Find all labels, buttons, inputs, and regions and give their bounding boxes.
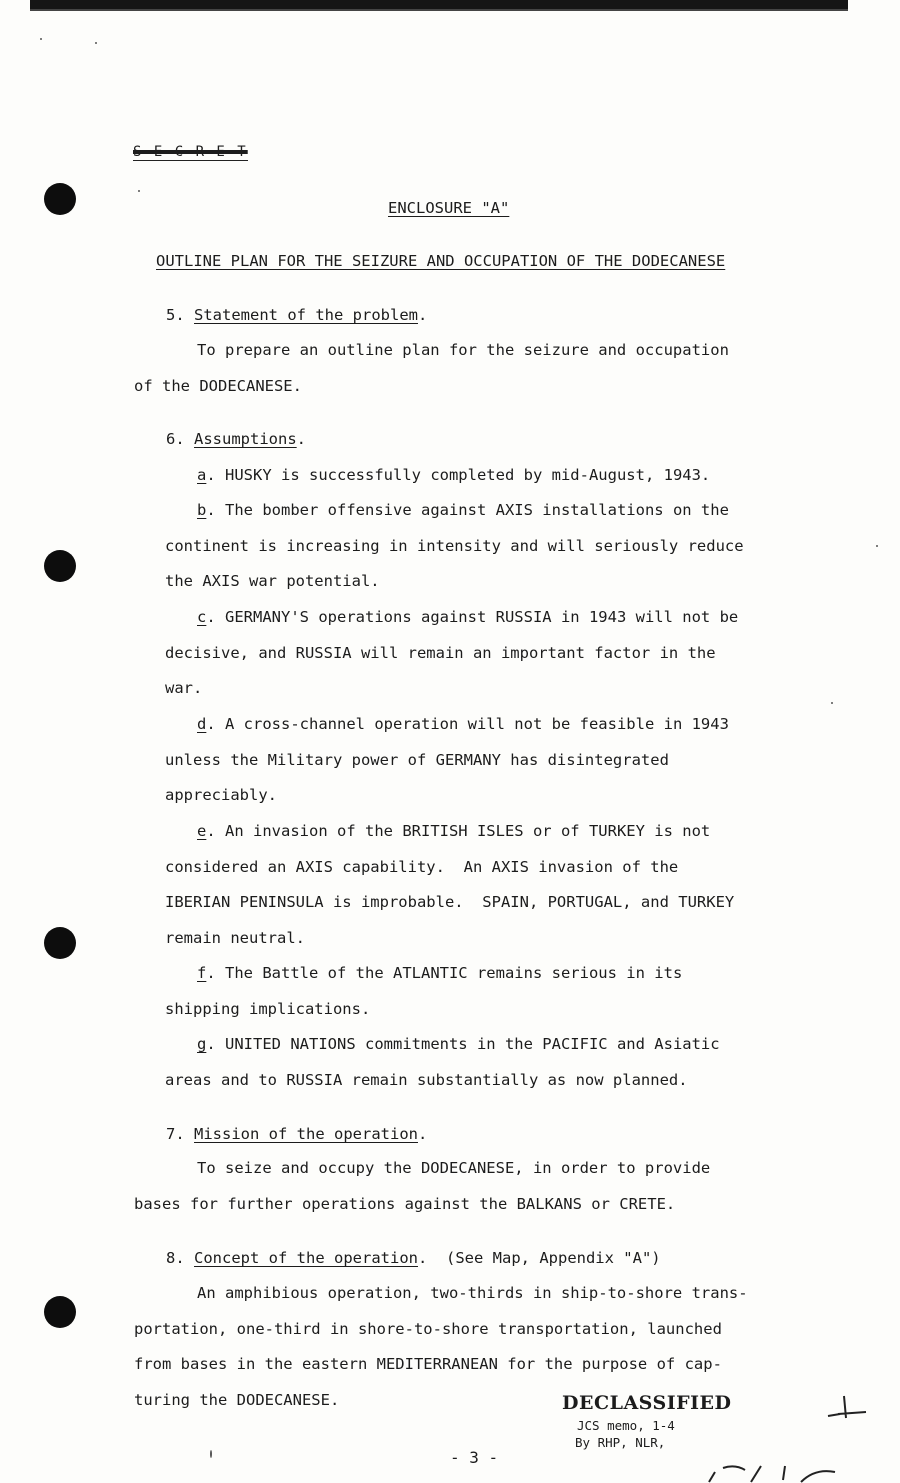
speck <box>831 702 833 704</box>
punch-hole <box>44 1296 76 1328</box>
enclosure-title: ENCLOSURE "A" <box>388 199 510 217</box>
section-number: 6. <box>166 430 185 448</box>
item-text: The Battle of the ATLANTIC remains serious in its <box>225 964 683 982</box>
item-text: HUSKY is successfully completed by mid-August, 1943. <box>225 466 711 484</box>
item-letter: d <box>197 715 207 733</box>
paragraph-line: An amphibious operation, two-thirds in ship-to-shore trans- <box>197 1284 748 1302</box>
top-edge-bar <box>30 0 848 9</box>
paragraph-line: of the DODECANESE. <box>134 377 302 395</box>
section-aside: (See Map, Appendix "A") <box>446 1249 661 1267</box>
paragraph-line: from bases in the eastern MEDITERRANEAN for the purpose of cap- <box>134 1355 722 1373</box>
paragraph-line: shipping implications. <box>165 1000 371 1018</box>
section-title: Assumptions <box>194 430 297 448</box>
assumption-c: c. GERMANY'S operations against RUSSIA in 1943 will not be <box>197 608 739 626</box>
item-text: A cross-channel operation will not be feasible in 1943 <box>225 715 729 733</box>
item-text: GERMANY'S operations against RUSSIA in 1943 will not be <box>225 608 739 626</box>
section-title: Statement of the problem <box>194 306 418 324</box>
paragraph-line: bases for further operations against the BALKANS or CRETE. <box>134 1195 676 1213</box>
section-7-heading <box>166 1124 427 1144</box>
item-letter: g <box>197 1035 207 1053</box>
item-text: UNITED NATIONS commitments in the PACIFIC and Asiatic <box>225 1035 720 1053</box>
paragraph-line: appreciably. <box>165 786 277 804</box>
paragraph-line: IBERIAN PENINSULA is improbable. SPAIN, PORTUGAL, and TURKEY <box>165 893 735 911</box>
section-number: 8. <box>166 1249 185 1267</box>
section-title: Concept of the operation <box>194 1249 418 1267</box>
paragraph-line: remain neutral. <box>165 929 305 947</box>
assumption-f: f. The Battle of the ATLANTIC remains serious in its <box>197 964 683 982</box>
heading-period: . <box>296 430 307 448</box>
paragraph-line: turing the DODECANESE. <box>134 1391 340 1409</box>
item-text: The bomber offensive against AXIS installations on the <box>225 501 729 519</box>
item-letter: f <box>197 964 207 982</box>
stamp-by: By RHP, NLR, <box>575 1435 666 1450</box>
paragraph-line: areas and to RUSSIA remain substantially as now planned. <box>165 1071 688 1089</box>
punch-hole <box>44 927 76 959</box>
paragraph-line: continent is increasing in intensity and will seriously reduce <box>165 537 744 555</box>
classification-marking: S E C R E T <box>133 144 248 160</box>
paragraph-line: decisive, and RUSSIA will remain an important factor in the <box>165 644 716 662</box>
paragraph-line: considered an AXIS capability. An AXIS invasion of the <box>165 858 679 876</box>
heading-period: . <box>417 1249 428 1267</box>
section-8-heading <box>166 1248 661 1268</box>
assumption-b: b. The bomber offensive against AXIS installations on the <box>197 501 729 519</box>
assumption-e: e. An invasion of the BRITISH ISLES or of TURKEY is not <box>197 822 711 840</box>
paragraph-line: unless the Military power of GERMANY has disintegrated <box>165 751 669 769</box>
page-number: - 3 - <box>450 1448 499 1467</box>
assumption-g: g. UNITED NATIONS commitments in the PACIFIC and Asiatic <box>197 1035 720 1053</box>
paragraph-line: To prepare an outline plan for the seizure and occupation <box>197 341 729 359</box>
item-letter: c <box>197 608 207 626</box>
speck <box>210 1450 212 1458</box>
section-5-heading <box>166 305 427 325</box>
item-letter: a <box>197 466 207 484</box>
declassified-stamp: DECLASSIFIED <box>562 1392 732 1414</box>
speck <box>876 545 878 547</box>
punch-hole <box>44 550 76 582</box>
section-title: Mission of the operation <box>194 1125 418 1143</box>
handwritten-mark <box>826 1392 870 1422</box>
stamp-authority: JCS memo, 1-4 <box>577 1418 675 1433</box>
paragraph-line: To seize and occupy the DODECANESE, in order to provide <box>197 1159 711 1177</box>
section-6-heading <box>166 429 306 449</box>
speck <box>95 42 97 44</box>
plan-title: OUTLINE PLAN FOR THE SEIZURE AND OCCUPATION OF THE DODECANESE <box>156 252 726 270</box>
section-number: 7. <box>166 1125 185 1143</box>
assumption-d: d. A cross-channel operation will not be feasible in 1943 <box>197 715 729 733</box>
paragraph-line: portation, one-third in shore-to-shore transportation, launched <box>134 1320 722 1338</box>
item-letter: e <box>197 822 207 840</box>
section-number: 5. <box>166 306 185 324</box>
speck <box>40 38 42 40</box>
item-letter: b <box>197 501 207 519</box>
handwritten-mark <box>705 1462 865 1483</box>
heading-period: . <box>417 1125 428 1143</box>
speck <box>138 190 140 192</box>
assumption-a: a. HUSKY is successfully completed by mid-August, 1943. <box>197 466 711 484</box>
heading-period: . <box>417 306 428 324</box>
punch-hole <box>44 183 76 215</box>
item-text: An invasion of the BRITISH ISLES or of TURKEY is not <box>225 822 711 840</box>
paragraph-line: war. <box>165 679 203 697</box>
paragraph-line: the AXIS war potential. <box>165 572 380 590</box>
top-edge-line <box>30 9 848 11</box>
